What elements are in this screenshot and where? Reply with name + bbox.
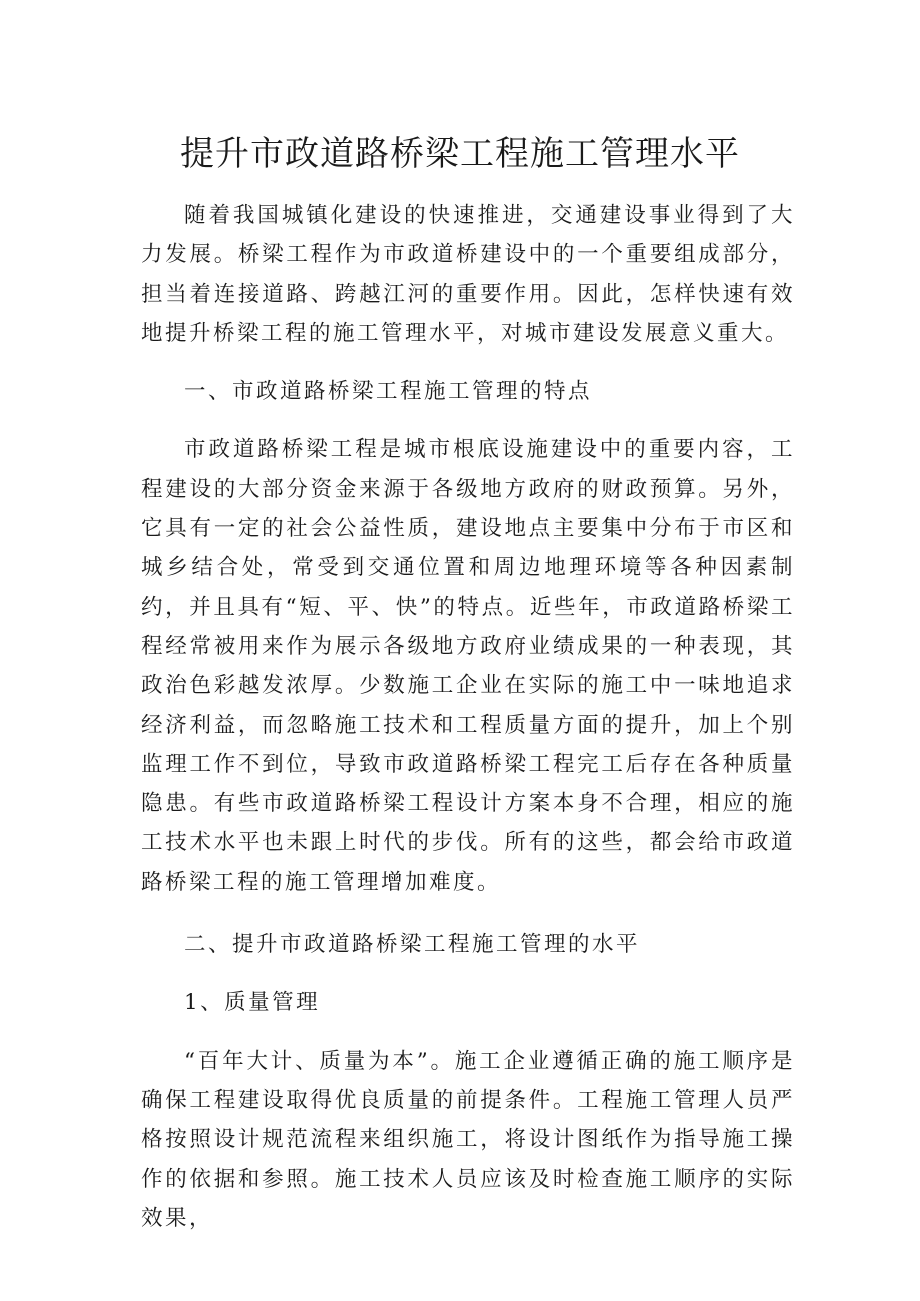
section-heading-1: 一、市政道路桥梁工程施工管理的特点 [184, 379, 593, 405]
document-body [141, 196, 795, 1238]
spacer [141, 964, 795, 983]
spacer [141, 1023, 795, 1042]
spacer [141, 411, 795, 430]
intro-paragraph: 随着我国城镇化建设的快速推进，交通建设事业得到了大力发展。桥梁工程作为市政道桥建设中的一个重要组成部分，担当着连接道路、跨越江河的重要作用。因此，怎样快速有效地提升桥梁工程的施工管理水平，对城市建设发展意义重大。 [141, 203, 795, 346]
subsection-1-paragraph: “百年大计、质量为本”。施工企业遵循正确的施工顺序是确保工程建设取得优良质量的前提条件。工程施工管理人员严格按照设计规范流程来组织施工，将设计图纸作为指导施工操作的依据和参照。施工技术人员应该及时检查施工顺序的实际效果， [141, 1048, 795, 1231]
subsection-heading-1: 1、质量管理 [184, 990, 321, 1016]
section-heading-2: 二、提升市政道路桥梁工程施工管理的水平 [184, 932, 641, 958]
section-1-paragraph: 市政道路桥梁工程是城市根底设施建设中的重要内容，工程建设的大部分资金来源于各级地方政府的财政预算。另外，它具有一定的社会公益性质，建设地点主要集中分布于市区和城乡结合处，常受到交通位置和周边地理环境等各种因素制约，并且具有“短、平、快”的特点。近些年，市政道路桥梁工程经常被用来作为展示各级地方政府业绩成果的一种表现，其政治色彩越发浓厚。少数施工企业在实际的施工中一味地追求经济利益，而忽略施工技术和工程质量方面的提升，加上个别监理工作不到位，导致市政道路桥梁工程完工后存在各种质量隐患。有些市政道路桥梁工程设计方案本身不合理，相应的施工技术水平也未跟上时代的步伐。所有的这些，都会给市政道路桥梁工程的施工管理增加难度。 [141, 437, 795, 895]
spacer [141, 353, 795, 372]
document-title: 提升市政道路桥梁工程施工管理水平 [180, 134, 740, 174]
spacer [141, 902, 795, 925]
